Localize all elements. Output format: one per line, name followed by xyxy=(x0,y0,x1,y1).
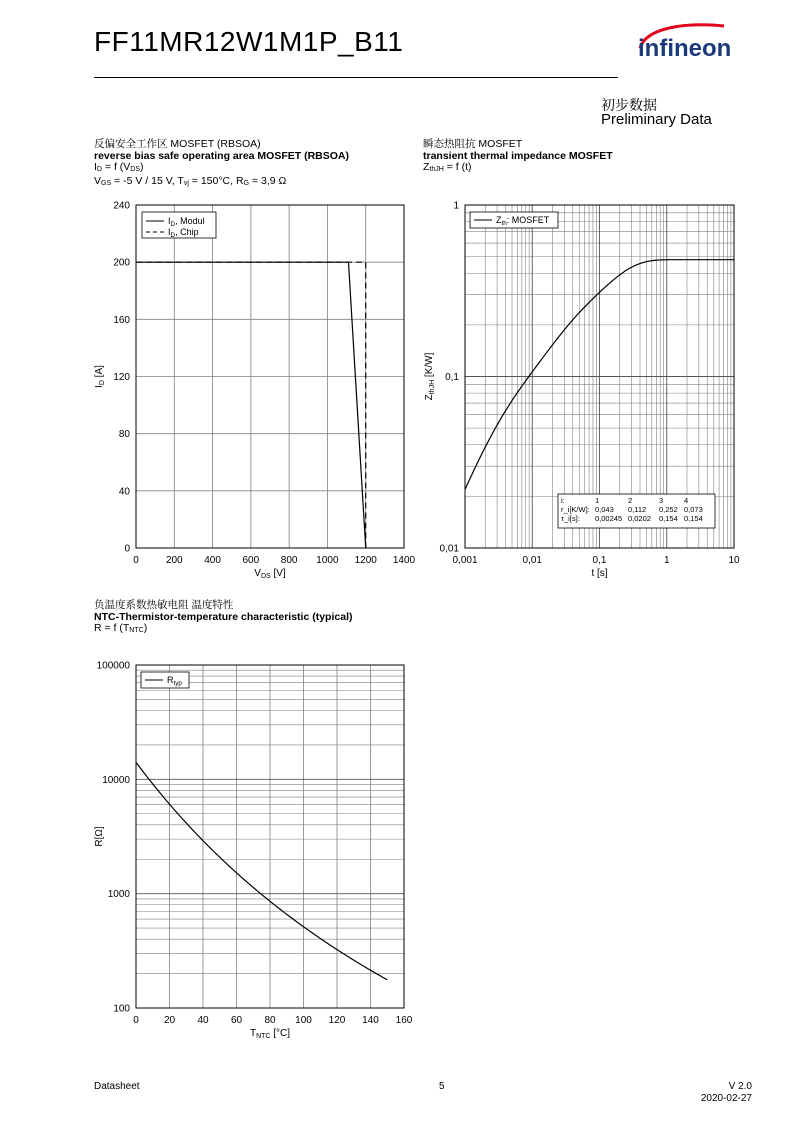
infineon-logo xyxy=(632,20,746,68)
zth-chart xyxy=(410,195,755,585)
zth-foster-cell: 0,154 xyxy=(659,514,678,523)
zth-foster-cell: 0,0202 xyxy=(628,514,651,523)
ntc-xtick-label: 20 xyxy=(163,1015,176,1026)
zth-foster-cell: 0,112 xyxy=(628,505,647,514)
part-number-title: FF11MR12W1M1P_B11 xyxy=(94,26,404,57)
zth-xtick-label: 0,01 xyxy=(522,555,542,566)
zth-foster-cell: 3 xyxy=(659,496,664,505)
zth-foster-cell: 0,043 xyxy=(595,505,614,514)
ntc-title: NTC-Thermistor-temperature characteristic (typical) xyxy=(94,610,353,623)
rbsoa-xlabel: $V_{DS}$ [V] xyxy=(254,568,286,580)
header-rule xyxy=(94,77,618,78)
zth-foster-cell: 1 xyxy=(595,496,600,505)
zth-ylabel: $Z_{thJH}$ [K/W] xyxy=(424,352,436,401)
rbsoa-xtick-label: 1400 xyxy=(392,555,416,566)
footer-date: 2020-02-27 xyxy=(700,1093,752,1104)
ntc-xtick-label: 80 xyxy=(264,1015,276,1026)
rbsoa-xtick-label: 1200 xyxy=(354,555,377,566)
rbsoa-chart xyxy=(80,195,425,585)
ntc-xtick-label: 0 xyxy=(133,1015,139,1026)
rbsoa-xtick-label: 600 xyxy=(242,555,260,566)
zth-ytick-label: 0,1 xyxy=(445,372,459,383)
zth-foster-cell: r_i[K/W]: xyxy=(561,505,590,514)
ntc-ytick-label: 100000 xyxy=(96,660,130,672)
rbsoa-func: $I_D = f$ $(V_{DS})$ xyxy=(94,161,144,173)
rbsoa-xtick-label: 800 xyxy=(280,555,298,566)
preliminary-en: Preliminary Data xyxy=(601,111,712,128)
zth-foster-cell: 2 xyxy=(628,496,633,505)
rbsoa-ytick-label: 80 xyxy=(118,429,130,441)
ntc-xtick-label: 60 xyxy=(230,1015,243,1026)
rbsoa-ytick-label: 160 xyxy=(113,314,130,326)
rbsoa-ytick-label: 120 xyxy=(113,372,130,383)
zth-legend-label: $Z_{th}$: MOSFET xyxy=(496,215,550,227)
ntc-ytick-label: 100 xyxy=(113,1003,130,1015)
zth-xtick-label: 10 xyxy=(728,555,740,566)
rbsoa-ytick-label: 240 xyxy=(113,200,130,212)
zth-title: transient thermal impedance MOSFET xyxy=(423,149,613,162)
zth-ytick-label: 1 xyxy=(453,200,459,212)
zth-foster-cell: 0,154 xyxy=(684,514,703,523)
ntc-xlabel: $T_{NTC}$ [°C] xyxy=(249,1028,291,1040)
rbsoa-xtick-label: 1000 xyxy=(316,555,339,566)
zth-foster-cell: i: xyxy=(561,496,565,505)
rbsoa-legend-label: $I_D$, Modul xyxy=(168,216,205,228)
footer-page-number: 5 xyxy=(439,1081,445,1092)
ntc-chart xyxy=(80,655,425,1045)
rbsoa-caption xyxy=(94,139,349,189)
rbsoa-title: reverse bias safe operating area MOSFET (RBSOA) xyxy=(94,149,349,162)
ntc-xtick-label: 140 xyxy=(362,1015,379,1026)
ntc-ylabel: R[Ω] xyxy=(94,826,105,847)
ntc-xtick-label: 120 xyxy=(328,1015,346,1026)
ntc-xtick-label: 160 xyxy=(395,1015,413,1026)
ntc-ytick-label: 1000 xyxy=(107,889,130,901)
logo-wordmark: infineon xyxy=(638,35,732,62)
zth-foster-cell: 0,00245 xyxy=(595,514,623,523)
ntc-xtick-label: 40 xyxy=(197,1015,209,1026)
zth-foster-cell: 4 xyxy=(684,496,689,505)
zth-func: $Z_{thJH} = f$ (t) xyxy=(423,161,472,173)
rbsoa-title-cn: 反偏安全工作区 MOSFET (RBSOA) xyxy=(94,138,261,150)
zth-ytick-label: 0,01 xyxy=(439,543,459,555)
rbsoa-legend-label: $I_D$, Chip xyxy=(168,227,199,239)
zth-xtick-label: 0,1 xyxy=(592,555,607,566)
rbsoa-ytick-label: 40 xyxy=(118,486,130,498)
zth-xlabel: t [s] xyxy=(591,568,608,579)
zth-caption xyxy=(423,139,613,176)
footer-version: V 2.0 xyxy=(728,1081,752,1092)
rbsoa-xtick-label: 0 xyxy=(133,555,139,566)
ntc-func: R = f $(T_{NTC})$ xyxy=(94,622,148,634)
footer-doc-type: Datasheet xyxy=(94,1081,140,1092)
ntc-series-line xyxy=(136,762,387,979)
zth-foster-cell: 0,252 xyxy=(659,505,678,514)
rbsoa-ytick-label: 0 xyxy=(124,543,130,555)
rbsoa-ylabel: $I_D$ [A] xyxy=(94,365,106,388)
ntc-title-cn: 负温度系数热敏电阻 温度特性 xyxy=(94,599,234,611)
preliminary-cn: 初步数据 xyxy=(601,97,657,113)
zth-xtick-label: 1 xyxy=(663,555,670,566)
ntc-legend-label: $R_{typ}$ xyxy=(167,675,182,687)
zth-title-cn: 瞬态热阻抗 MOSFET xyxy=(423,138,523,150)
rbsoa-ytick-label: 200 xyxy=(113,257,130,269)
rbsoa-conditions: $V_{GS} = -5$ V / 15 V, $T_{vj} = 150^\circ C$, $R_G = 3,9$ Ω xyxy=(94,174,287,187)
zth-foster-cell: τ_i[s]: xyxy=(561,514,580,523)
rbsoa-xtick-label: 400 xyxy=(204,555,221,566)
ntc-xtick-label: 100 xyxy=(295,1015,312,1026)
zth-foster-cell: 0,073 xyxy=(684,505,703,514)
ntc-caption xyxy=(94,600,353,637)
rbsoa-xtick-label: 200 xyxy=(165,555,183,566)
zth-xtick-label: 0,001 xyxy=(452,555,478,566)
ntc-ytick-label: 10000 xyxy=(102,774,130,786)
